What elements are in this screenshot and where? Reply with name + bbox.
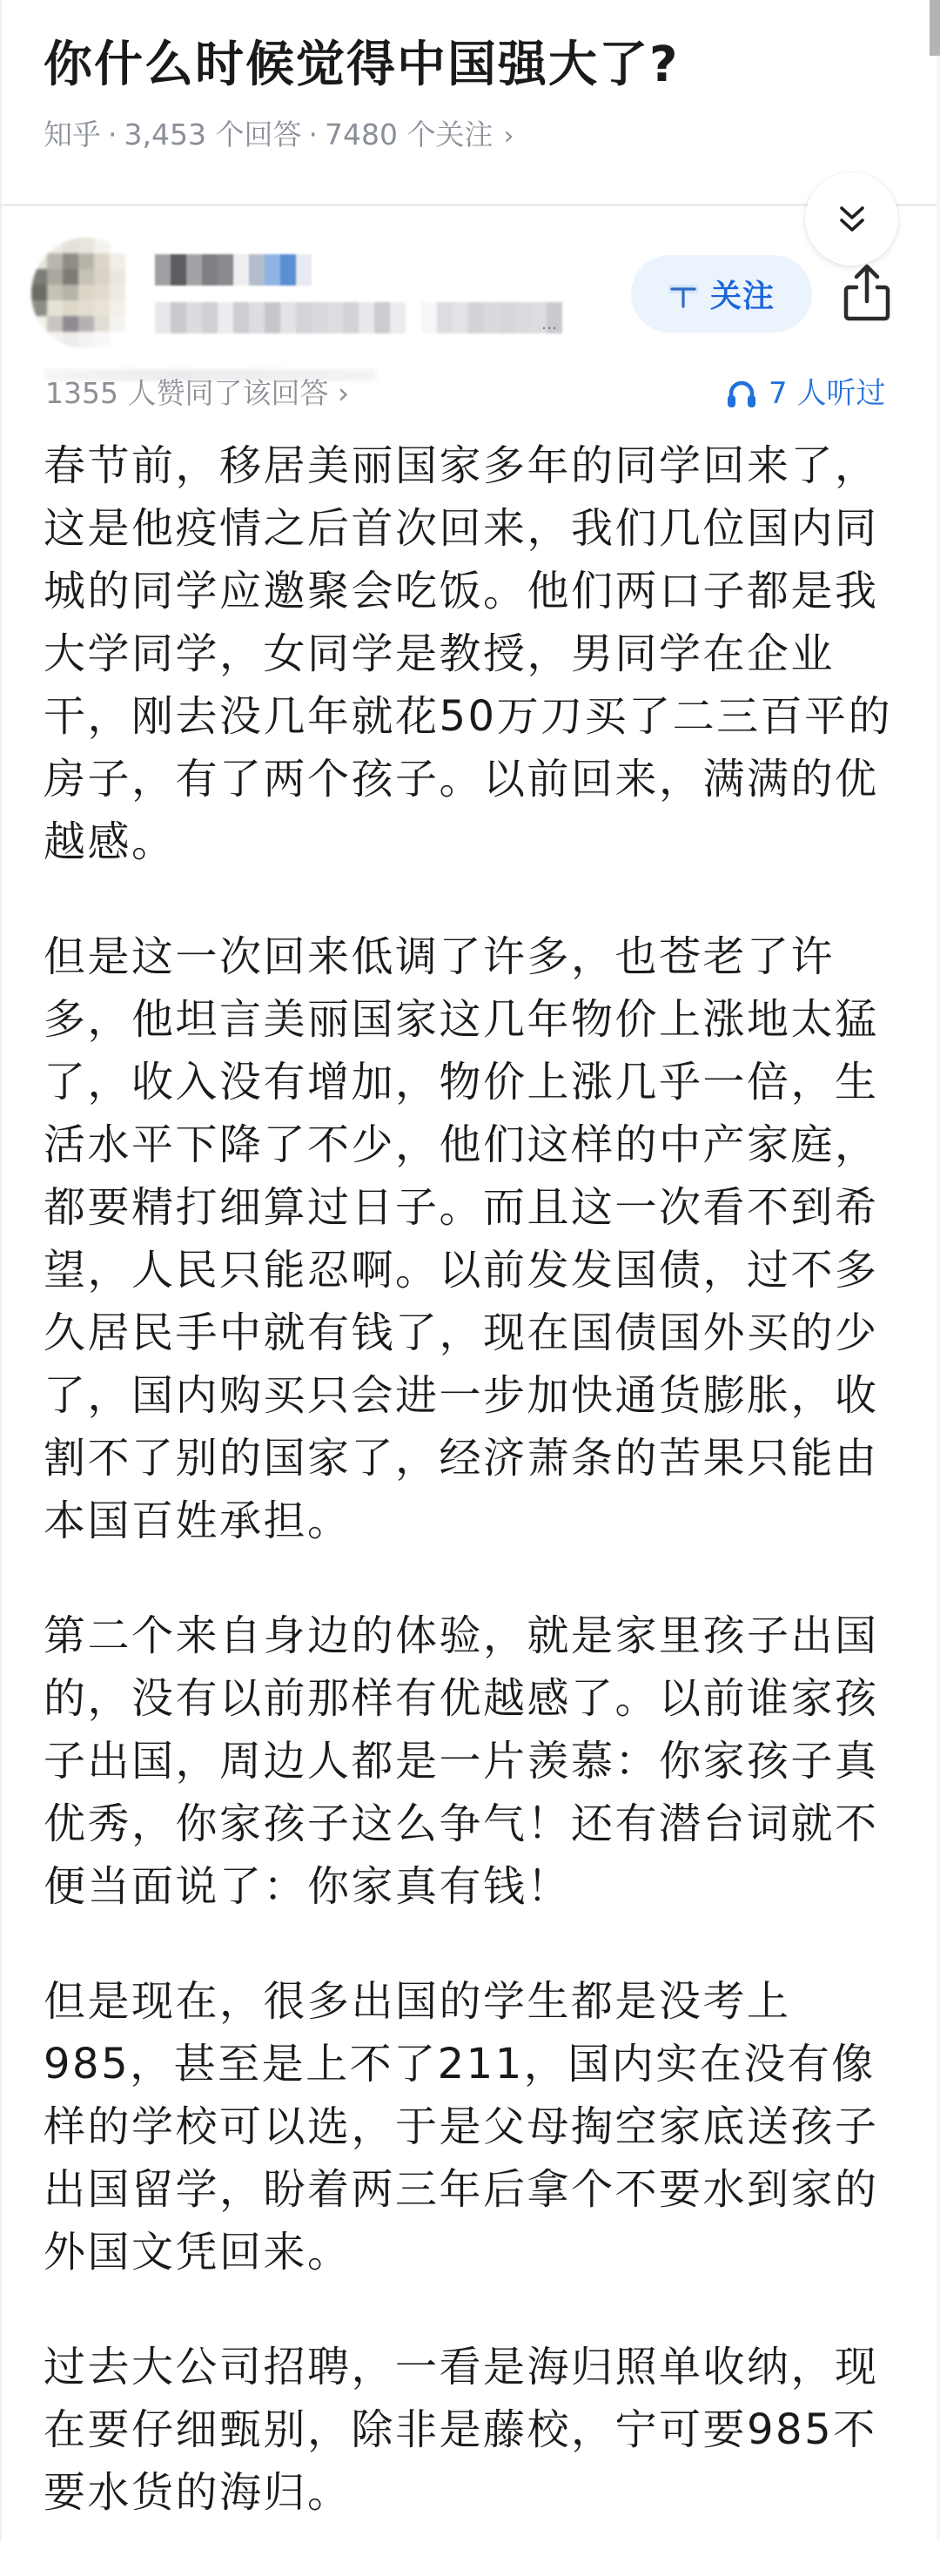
answer-line: 但是这一次回来低调了许多，也苍老了许 [44, 932, 836, 981]
avatar-mosaic-block [47, 300, 63, 316]
answer-line: 样的学校可以选，于是父母掏空家底送孩子 [44, 2102, 879, 2151]
answer-body [44, 434, 914, 2576]
bio-mosaic-block [265, 302, 280, 333]
bio-mosaic-block [390, 302, 406, 333]
avatar-mosaic-block [31, 253, 47, 269]
answer-line: 割不了别的国家了，经济萧条的苦果只能由 [44, 1434, 879, 1483]
avatar-mosaic-block [78, 300, 94, 316]
source-label: 知乎 [44, 118, 101, 151]
avatar-mosaic-block [47, 253, 63, 269]
answer-paragraph [44, 1970, 914, 2283]
name-mosaic-block [265, 254, 280, 286]
bio-mosaic-block [359, 302, 374, 333]
avatar-mosaic-block [31, 332, 47, 347]
avatar-mosaic-block [31, 316, 47, 332]
name-mosaic-block [233, 254, 249, 286]
bio-mosaic-block [374, 302, 390, 333]
avatar-mosaic-block [94, 332, 110, 347]
answer-paragraph [44, 434, 914, 873]
bio-mosaic-block [406, 302, 421, 333]
headphones-icon [727, 380, 756, 407]
name-mosaic-block [296, 254, 312, 286]
answer-line: 本国百姓承担。 [44, 1497, 352, 1545]
answer-line: 优秀，你家孩子这么争气！还有潜台词就不 [44, 1799, 879, 1848]
avatar-mosaic-block [63, 316, 78, 332]
bio-mosaic-block [155, 302, 171, 333]
avatar-mosaic-block [47, 285, 63, 300]
answer-line: 子出国，周边人都是一片羡慕：你家孩子真 [44, 1737, 879, 1786]
answer-line: 的，没有以前那样有优越感了。以前谁家孩 [44, 1674, 879, 1723]
name-mosaic-block [249, 254, 265, 286]
question-meta[interactable] [44, 113, 514, 158]
avatar-mosaic-block [125, 300, 141, 316]
answer-line: 春节前，移居美丽国家多年的同学回来了， [44, 441, 879, 490]
avatar-mosaic-block [110, 285, 125, 300]
avatar-mosaic-block [63, 253, 78, 269]
bio-mosaic-block [218, 302, 233, 333]
bio-mosaic-block [421, 302, 437, 333]
avatar-mosaic-block [94, 253, 110, 269]
answer-line: 干，刚去没几年就花50万刀买了二三百平的 [44, 692, 893, 741]
answer-paragraph [44, 1604, 914, 1918]
avatar-mosaic-block [110, 253, 125, 269]
listen-count[interactable] [727, 374, 885, 413]
author-bio-ellipsis: … [541, 315, 557, 333]
avatar-mosaic-block [63, 238, 78, 253]
avatar-mosaic-block [110, 300, 125, 316]
avatar-mosaic-block [94, 285, 110, 300]
header-divider [0, 204, 937, 206]
avatar-mosaic-block [125, 332, 141, 347]
question-title[interactable]: 你什么时候觉得中国强大了? [44, 37, 680, 93]
name-mosaic-block [280, 254, 296, 286]
answer-line: 越感。 [44, 817, 176, 866]
avatar-mosaic-block [94, 316, 110, 332]
bio-mosaic-block [468, 302, 484, 333]
avatar-mosaic-block [31, 238, 47, 253]
author-bio [155, 302, 562, 333]
answer-line: 这是他疫情之后首次回来，我们几位国内同 [44, 504, 879, 553]
avatar-mosaic-block [125, 285, 141, 300]
answer-line: 第二个来自身边的体验，就是家里孩子出国 [44, 1611, 879, 1660]
scrollbar-thumb[interactable] [930, 0, 940, 56]
meta-separator: · [308, 118, 318, 151]
avatar-mosaic-block [78, 285, 94, 300]
answer-line: 多，他坦言美丽国家这几年物价上涨地太猛 [44, 995, 879, 1044]
bio-mosaic-block [437, 302, 453, 333]
share-button[interactable] [839, 263, 895, 322]
answer-line: 城的同学应邀聚会吃饭。他们两口子都是我 [44, 567, 879, 615]
name-mosaic-block [171, 254, 186, 286]
avatar-mosaic-block [63, 300, 78, 316]
answer-line: 都要精打细算过日子。而且这一次看不到希 [44, 1183, 879, 1232]
avatar-mosaic-block [110, 238, 125, 253]
bio-mosaic-block [233, 302, 249, 333]
share-icon [839, 263, 895, 322]
avatar-mosaic-block [47, 316, 63, 332]
name-mosaic-block [155, 254, 171, 286]
double-chevron-down-icon [837, 204, 867, 235]
avatar-mosaic-block [94, 238, 110, 253]
follow-button[interactable] [631, 255, 812, 333]
avatar-mosaic-block [31, 269, 47, 285]
avatar-mosaic-block [47, 269, 63, 285]
answer-line: 了，收入没有增加，物价上涨几乎一倍，生 [44, 1058, 879, 1106]
avatar-mosaic-block [63, 285, 78, 300]
avatar-mosaic-block [110, 269, 125, 285]
name-mosaic-block [186, 254, 202, 286]
bio-mosaic-block [312, 302, 327, 333]
avatar-mosaic-block [125, 238, 141, 253]
name-mosaic-block [202, 254, 218, 286]
bio-mosaic-block [500, 302, 515, 333]
avatar-mosaic-block [78, 316, 94, 332]
answer-paragraph [44, 925, 914, 1552]
avatar-mosaic-block [125, 269, 141, 285]
answer-line: 要水货的海归。 [44, 2468, 352, 2517]
page-left-edge [0, 0, 2, 2541]
answer-line: 985，甚至是上不了211，国内实在没有像 [44, 2040, 876, 2088]
avatar-mosaic-block [125, 316, 141, 332]
bio-mosaic-block [515, 302, 531, 333]
avatar-mosaic-block [63, 269, 78, 285]
author-avatar[interactable] [31, 238, 141, 349]
follow-label: 关注 [709, 279, 775, 314]
scrollbar-track[interactable] [937, 0, 940, 2541]
avatar-mosaic-block [94, 300, 110, 316]
bio-mosaic-block [202, 302, 218, 333]
avatar-mosaic-block [47, 332, 63, 347]
bio-mosaic-block [186, 302, 202, 333]
answer-line: 在要仔细甄别，除非是藤校，宁可要985不 [44, 2405, 877, 2454]
answer-line: 出国留学，盼着两三年后拿个不要水到家的 [44, 2165, 879, 2214]
answer-line: 房子，有了两个孩子。以前回来，满满的优 [44, 755, 879, 804]
chevron-right-icon: › [503, 121, 514, 151]
bio-mosaic-block [343, 302, 359, 333]
meta-separator: · [108, 118, 118, 151]
avatar-mosaic-block [78, 269, 94, 285]
avatar-mosaic-block [125, 253, 141, 269]
upvote-count-link[interactable]: 1355 人赞同了该回答 › [45, 376, 350, 410]
bio-mosaic-block [296, 302, 312, 333]
listen-count-label: 7 人听过 [769, 376, 886, 411]
answer-line: 便当面说了：你家真有钱！ [44, 1862, 572, 1911]
answer-count: 3,453 个回答 [124, 118, 302, 151]
follower-count: 7480 个关注 [324, 118, 494, 151]
collapse-button[interactable] [805, 172, 898, 266]
bio-mosaic-block [171, 302, 186, 333]
avatar-mosaic-block [31, 300, 47, 316]
avatar-mosaic-block [78, 253, 94, 269]
answer-line: 但是现在，很多出国的学生都是没考上 [44, 1977, 791, 2026]
avatar-mosaic-block [78, 332, 94, 347]
answer-line: 过去大公司招聘，一看是海归照单收纳，现 [44, 2343, 879, 2391]
bio-mosaic-block [453, 302, 468, 333]
author-name[interactable] [155, 254, 312, 286]
bio-mosaic-block [249, 302, 265, 333]
plus-icon [668, 279, 698, 309]
answer-line: 活水平下降了不少，他们这样的中产家庭， [44, 1120, 879, 1169]
avatar-mosaic-block [110, 332, 125, 347]
name-mosaic-block [218, 254, 233, 286]
avatar-mosaic-block [94, 269, 110, 285]
avatar-mosaic-block [110, 316, 125, 332]
avatar-mosaic-block [47, 238, 63, 253]
bio-mosaic-block [484, 302, 500, 333]
answer-line: 大学同学，女同学是教授，男同学在企业 [44, 629, 836, 678]
avatar-mosaic-block [63, 332, 78, 347]
answer-line: 望，人民只能忍啊。以前发发国债，过不多 [44, 1246, 879, 1295]
answer-paragraph [44, 2336, 914, 2524]
avatar-mosaic-block [78, 238, 94, 253]
answer-line: 外国文凭回来。 [44, 2228, 352, 2277]
bio-mosaic-block [280, 302, 296, 333]
avatar-mosaic-block [31, 285, 47, 300]
answer-line: 了，国内购买只会进一步加快通货膨胀，收 [44, 1371, 879, 1420]
bio-mosaic-block [327, 302, 343, 333]
answer-line: 久居民手中就有钱了，现在国债国外买的少 [44, 1308, 879, 1357]
